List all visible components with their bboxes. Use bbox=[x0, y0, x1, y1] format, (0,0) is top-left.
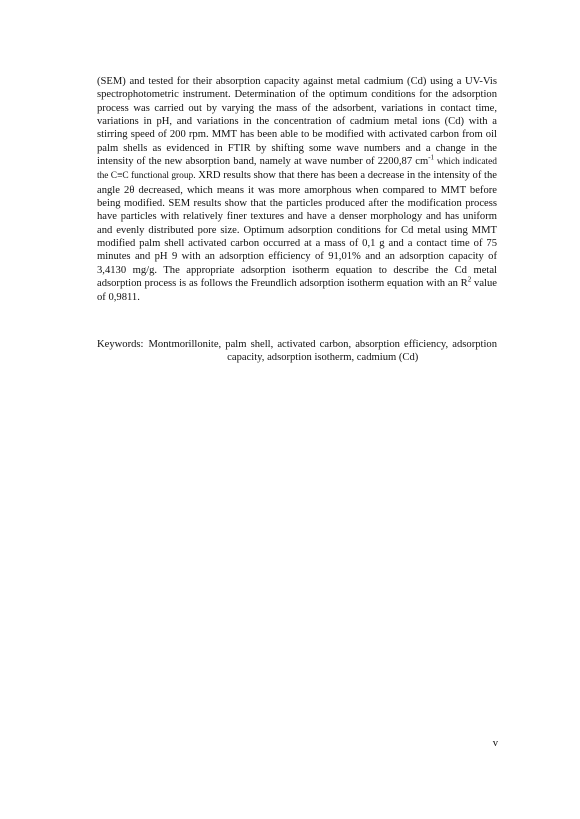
abstract-paragraph bbox=[97, 75, 497, 304]
keywords-list: Montmorillonite, palm shell, activated carbon, absorption efficiency, adsorption capacity, adsorption isotherm, cadmium (Cd) bbox=[148, 339, 497, 364]
page-number: v bbox=[492, 738, 498, 749]
abstract-text-part-3: XRD results show that there has been a decrease in the intensity of the angle 2θ decreased, which means it was more amorphous when compared to MMT before being modified. SEM results show that the particles produced after the modification process have particles with relatively finer textures and have a denser morphology and has uniform and evenly distributed pore size. Optimum adsorption conditions for Cd metal using MMT modified palm shell activated carbon occurred at a mass of 0,1 g and a contact time of 75 minutes and pH 9 with an adsorption efficiency of 91,01% and an adsorption capacity of 3,4130 mg/g. The appropriate adsorption isotherm equation to describe the Cd metal adsorption process is as follows the Freundlich adsorption isotherm equation with an R bbox=[97, 170, 497, 290]
keywords-label: Keywords: bbox=[97, 339, 144, 350]
abstract-text-part-2: which indicated the C≡C functional group. bbox=[97, 157, 497, 182]
abstract-text-part-4: value of 0,9811. bbox=[97, 278, 497, 303]
unit-superscript: -1 bbox=[428, 153, 435, 162]
abstract-text-part-1: (SEM) and tested for their absorption capacity against metal cadmium (Cd) using a UV-Vis spectrophotometric instrument. Determination of the optimum conditions for the adsorption process was carried out by varying the mass of the adsorbent, variations in contact time, variations in pH, and variations in the concentration of cadmium metal ions (Cd) with a stirring speed of 200 rpm. MMT has been able to be modified with activated carbon from oil palm shells as evidenced in FTIR by shifting some wave numbers and a change in the intensity of the new absorption band, namely at wave number of 2200,87 cm bbox=[97, 76, 497, 168]
r-squared-superscript: 2 bbox=[467, 275, 472, 284]
keywords-block bbox=[97, 338, 497, 365]
